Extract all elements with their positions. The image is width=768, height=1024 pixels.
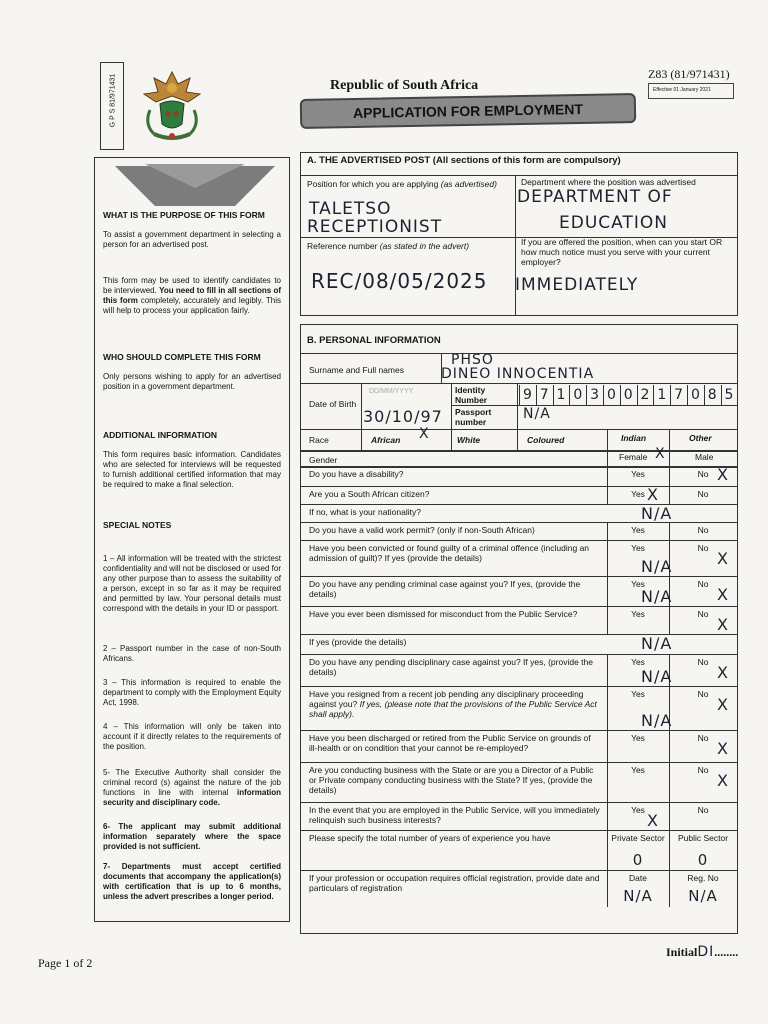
answer-option-right[interactable]: No bbox=[697, 733, 709, 743]
question-row bbox=[301, 523, 737, 541]
identify-text bbox=[103, 276, 281, 316]
race-other[interactable]: Other bbox=[689, 433, 712, 443]
gps-code: G P S 81/971431 bbox=[109, 73, 117, 128]
answer-option-right[interactable]: No bbox=[697, 489, 709, 499]
republic-heading: Republic of South Africa bbox=[330, 78, 479, 93]
answer-option-left[interactable]: Yes bbox=[631, 805, 645, 815]
dob-label: Date of Birth bbox=[309, 399, 357, 409]
department-value-1[interactable]: DEPARTMENT OF bbox=[517, 187, 673, 207]
handwritten-detail[interactable]: N/A bbox=[641, 504, 673, 523]
question-text bbox=[309, 689, 601, 719]
initials-label: Initial bbox=[666, 945, 698, 959]
initials-value: DI bbox=[697, 944, 715, 960]
note-6: 6- The applicant may submit additional information separately where the space provided is not sufficient. bbox=[103, 822, 281, 851]
coat-of-arms-icon bbox=[132, 66, 212, 146]
additional-text: This form requires basic information. Candidates who are selected for interviews will be requested to furnish additional certified information that may be required to make a final selection. bbox=[103, 450, 281, 489]
check-mark: X bbox=[717, 663, 729, 682]
gender-male[interactable]: Male bbox=[695, 452, 714, 462]
race-indian[interactable]: Indian bbox=[621, 433, 647, 443]
answer-option-left[interactable]: Yes bbox=[631, 525, 645, 535]
check-mark: X bbox=[717, 739, 729, 758]
identify-text-2: completely, accurately and legibly. This will help to process your application fairly. bbox=[103, 296, 281, 315]
identity-digit[interactable]: 1 bbox=[553, 385, 570, 405]
gender-label: Gender bbox=[309, 455, 338, 465]
identity-label: Identity Number bbox=[455, 385, 488, 405]
notice-value[interactable]: IMMEDIATELY bbox=[515, 275, 639, 295]
question-label: Please specify the total number of years of experience you have bbox=[309, 833, 551, 843]
reference-value[interactable]: REC/08/05/2025 bbox=[311, 269, 488, 293]
note-5-text: 5- The Executive Authority shall consider the criminal record (s) against the nature of the job functions in line with internal bbox=[103, 768, 281, 797]
answer-option-right[interactable]: No bbox=[697, 805, 709, 815]
answer-option-left[interactable]: Yes bbox=[631, 543, 645, 553]
answer-option-right[interactable]: No bbox=[697, 689, 709, 699]
question-label: Are you conducting business with the State or are you a Director of a Public or Private company conducting business with the State? If yes, (provide the details) bbox=[309, 765, 594, 795]
section-a-advertised-post bbox=[300, 152, 738, 316]
question-label: Do you have any pending criminal case against you? If yes, (provide the details) bbox=[309, 579, 581, 599]
question-label: In the event that you are employed in the Public Service, will you immediately relinquish such business interests? bbox=[309, 805, 600, 825]
identify-text-bold: You need to fill in all sections of this form bbox=[103, 286, 281, 305]
handwritten-detail[interactable]: N/A bbox=[641, 711, 673, 730]
note-1: 1 – All information will be treated with the strictest confidentiality and will not be disclosed or used for any other purpose than to assess the suitability of a person, except in so far as it may be required and permitted by law. Your personal details must correspond with the details in your ID or passport. bbox=[103, 554, 281, 613]
question-row bbox=[301, 541, 737, 577]
question-text bbox=[309, 469, 601, 479]
department-label: Department where the position was advertised bbox=[521, 177, 696, 187]
department-value-2[interactable]: EDUCATION bbox=[559, 213, 668, 233]
identity-digit[interactable]: 0 bbox=[687, 385, 704, 405]
surname-value[interactable]: PHSO bbox=[451, 352, 494, 368]
surname-label: Surname and Full names bbox=[309, 365, 404, 375]
identity-digit[interactable]: 5 bbox=[721, 385, 738, 405]
dob-value[interactable]: 30/10/97 bbox=[363, 407, 443, 426]
gps-code-box bbox=[100, 62, 124, 150]
question-label: If no, what is your nationality? bbox=[309, 507, 421, 517]
additional-heading: ADDITIONAL INFORMATION bbox=[103, 430, 217, 440]
note-2: 2 – Passport number in the case of non-South Africans. bbox=[103, 644, 281, 663]
answer-option-left[interactable]: Yes bbox=[631, 733, 645, 743]
answer-option-left[interactable]: Yes bbox=[631, 489, 645, 499]
reference-label-italic: (as stated in the advert) bbox=[379, 241, 470, 251]
handwritten-detail[interactable]: N/A bbox=[641, 667, 673, 686]
position-value-1[interactable]: TALETSO bbox=[309, 199, 392, 219]
question-note: If yes, (please note that the provisions of the Public Service Act shall apply). bbox=[309, 699, 597, 719]
identity-digit[interactable]: 3 bbox=[586, 385, 603, 405]
answer-option-left[interactable]: Yes bbox=[631, 689, 645, 699]
section-a-title: A. THE ADVERTISED POST (All sections of this form are compulsory) bbox=[307, 155, 621, 166]
question-text bbox=[309, 873, 601, 893]
section-b-title: B. PERSONAL INFORMATION bbox=[307, 335, 441, 346]
question-row bbox=[301, 731, 737, 763]
purpose-text: To assist a government department in selecting a person for an advertised post. bbox=[103, 230, 281, 249]
question-row bbox=[301, 803, 737, 831]
section-b-personal-information bbox=[300, 324, 738, 452]
check-mark: X bbox=[647, 485, 659, 504]
questions-table bbox=[300, 466, 738, 934]
gender-female-mark: X bbox=[655, 446, 666, 462]
question-text bbox=[309, 507, 601, 517]
special-heading: SPECIAL NOTES bbox=[103, 520, 172, 530]
question-text bbox=[309, 525, 601, 535]
answer-option-left[interactable]: Yes bbox=[631, 657, 645, 667]
question-label: Do you have a disability? bbox=[309, 469, 404, 479]
passport-label: Passport number bbox=[455, 407, 492, 427]
question-text bbox=[309, 637, 601, 647]
race-coloured[interactable]: Coloured bbox=[527, 435, 565, 445]
question-text bbox=[309, 733, 601, 753]
question-text bbox=[309, 579, 601, 599]
race-african-mark: X bbox=[419, 426, 430, 442]
answer-option-right[interactable]: No bbox=[697, 543, 709, 553]
effective-date: Effective 01 January 2021 bbox=[648, 83, 734, 99]
who-text: Only persons wishing to apply for an advertised position in a government department. bbox=[103, 372, 281, 391]
question-row bbox=[301, 687, 737, 731]
question-row bbox=[301, 871, 737, 907]
position-label bbox=[307, 179, 511, 189]
identity-digit[interactable]: 0 bbox=[620, 385, 637, 405]
note-5-bold: information security and disciplinary code. bbox=[103, 788, 281, 807]
handwritten-answer[interactable]: N/A bbox=[688, 887, 718, 905]
identity-digit[interactable]: 8 bbox=[704, 385, 721, 405]
instructions-sidebar bbox=[94, 157, 290, 922]
notice-label: If you are offered the position, when can you start OR how much notice must you serve with your current employer? bbox=[521, 237, 723, 267]
check-mark: X bbox=[717, 771, 729, 790]
identity-digit[interactable]: 2 bbox=[637, 385, 654, 405]
check-mark: X bbox=[717, 465, 729, 484]
handwritten-answer[interactable]: 0 bbox=[697, 851, 709, 869]
question-label: Do you have any pending disciplinary case against you? If yes, (provide the details) bbox=[309, 657, 593, 677]
handwritten-detail[interactable]: N/A bbox=[641, 557, 673, 576]
answer-option-left[interactable]: Private Sector bbox=[611, 833, 665, 843]
check-mark: X bbox=[647, 811, 659, 830]
initials[interactable]: InitialDI........ bbox=[666, 944, 739, 960]
question-label: Do you have a valid work permit? (only if non-South African) bbox=[309, 525, 535, 535]
down-arrow-icon bbox=[115, 164, 275, 208]
identity-digit[interactable]: 1 bbox=[653, 385, 670, 405]
question-text bbox=[309, 657, 601, 677]
note-7: 7- Departments must accept certified documents that accompany the application(s) with certification that is up to 6 months, unless the advert prescribes a longer period. bbox=[103, 862, 281, 901]
answer-option-right[interactable]: No bbox=[697, 657, 709, 667]
note-3: 3 – This information is required to enable the department to comply with the Employment Equity Act, 1998. bbox=[103, 678, 281, 707]
purpose-heading: WHAT IS THE PURPOSE OF THIS FORM bbox=[103, 210, 265, 220]
question-text bbox=[309, 833, 601, 843]
identity-digit[interactable]: 7 bbox=[536, 385, 553, 405]
question-row bbox=[301, 505, 737, 523]
question-row bbox=[301, 763, 737, 803]
answer-option-left[interactable]: Yes bbox=[631, 765, 645, 775]
question-text bbox=[309, 805, 601, 825]
question-row bbox=[301, 831, 737, 871]
identity-digit[interactable]: 9 bbox=[519, 385, 536, 405]
question-label: Have you been discharged or retired from the Public Service on grounds of ill-health or on condition that your cannot be re-employed? bbox=[309, 733, 591, 753]
question-label: Have you been convicted or found guilty of a criminal offence (including an admission of guilt)? If yes (provide the details) bbox=[309, 543, 590, 563]
passport-value[interactable]: N/A bbox=[523, 406, 551, 422]
identity-digit[interactable]: 7 bbox=[670, 385, 687, 405]
question-text bbox=[309, 543, 601, 563]
gender-female[interactable]: Female bbox=[619, 452, 648, 462]
handwritten-detail[interactable]: N/A bbox=[641, 634, 673, 653]
question-row bbox=[301, 487, 737, 505]
page-number: Page 1 of 2 bbox=[38, 956, 93, 970]
answer-option-right[interactable]: Public Sector bbox=[677, 833, 729, 843]
identity-digit[interactable]: 0 bbox=[603, 385, 620, 405]
title-banner bbox=[300, 93, 636, 129]
check-mark: X bbox=[717, 549, 729, 568]
question-label: If your profession or occupation requires official registration, provide date and particulars of registration bbox=[309, 873, 600, 893]
reference-label bbox=[307, 241, 511, 251]
answer-option-right[interactable]: Reg. No bbox=[687, 873, 719, 883]
question-row bbox=[301, 655, 737, 687]
race-african[interactable]: African bbox=[371, 435, 401, 445]
position-value-2[interactable]: RECEPTIONIST bbox=[307, 217, 443, 237]
form-title: APPLICATION FOR EMPLOYMENT bbox=[352, 100, 584, 122]
reference-label-text: Reference number bbox=[307, 241, 378, 251]
question-label: Are you a South African citizen? bbox=[309, 489, 430, 499]
question-row bbox=[301, 635, 737, 655]
answer-option-left[interactable]: Date bbox=[629, 873, 647, 883]
handwritten-answer[interactable]: N/A bbox=[623, 887, 653, 905]
question-label: Have you ever been dismissed for misconduct from the Public Service? bbox=[309, 609, 578, 619]
handwritten-detail[interactable]: N/A bbox=[641, 587, 673, 606]
identify-text-1: This form may be used to identify candidates to be interviewed. bbox=[103, 276, 281, 295]
check-mark: X bbox=[717, 695, 729, 714]
handwritten-answer[interactable]: 0 bbox=[632, 851, 644, 869]
note-5 bbox=[103, 768, 281, 808]
question-text bbox=[309, 489, 601, 499]
identity-digit[interactable]: 0 bbox=[569, 385, 586, 405]
question-row bbox=[301, 577, 737, 607]
question-text bbox=[309, 609, 601, 619]
question-row bbox=[301, 607, 737, 635]
question-row bbox=[301, 467, 737, 487]
note-4: 4 – This information will only be taken into account if it directly relates to the requirements of the position. bbox=[103, 722, 281, 751]
answer-option-right[interactable]: No bbox=[697, 609, 709, 619]
answer-option-left[interactable]: Yes bbox=[631, 579, 645, 589]
who-heading: WHO SHOULD COMPLETE THIS FORM bbox=[103, 352, 261, 362]
answer-option-right[interactable]: No bbox=[697, 765, 709, 775]
dob-stamp: DD/MM/YYYY bbox=[369, 388, 414, 395]
question-label: Have you resigned from a recent job pending any disciplinary proceeding against you? bbox=[309, 689, 584, 709]
answer-option-right[interactable]: No bbox=[697, 579, 709, 589]
race-label: Race bbox=[309, 435, 329, 445]
check-mark: X bbox=[717, 615, 729, 634]
question-text bbox=[309, 765, 601, 795]
answer-option-right[interactable]: No bbox=[697, 525, 709, 535]
answer-option-left[interactable]: Yes bbox=[631, 609, 645, 619]
position-label-text: Position for which you are applying bbox=[307, 179, 439, 189]
position-label-italic: (as advertised) bbox=[440, 179, 497, 189]
form-code: Z83 (81/971431) bbox=[648, 67, 730, 81]
race-white[interactable]: White bbox=[457, 435, 481, 445]
question-label: If yes (provide the details) bbox=[309, 637, 407, 647]
answer-option-left[interactable]: Yes bbox=[631, 469, 645, 479]
check-mark: X bbox=[717, 585, 729, 604]
fullnames-value[interactable]: DINEO INNOCENTIA bbox=[441, 366, 595, 382]
answer-option-right[interactable]: No bbox=[697, 469, 709, 479]
